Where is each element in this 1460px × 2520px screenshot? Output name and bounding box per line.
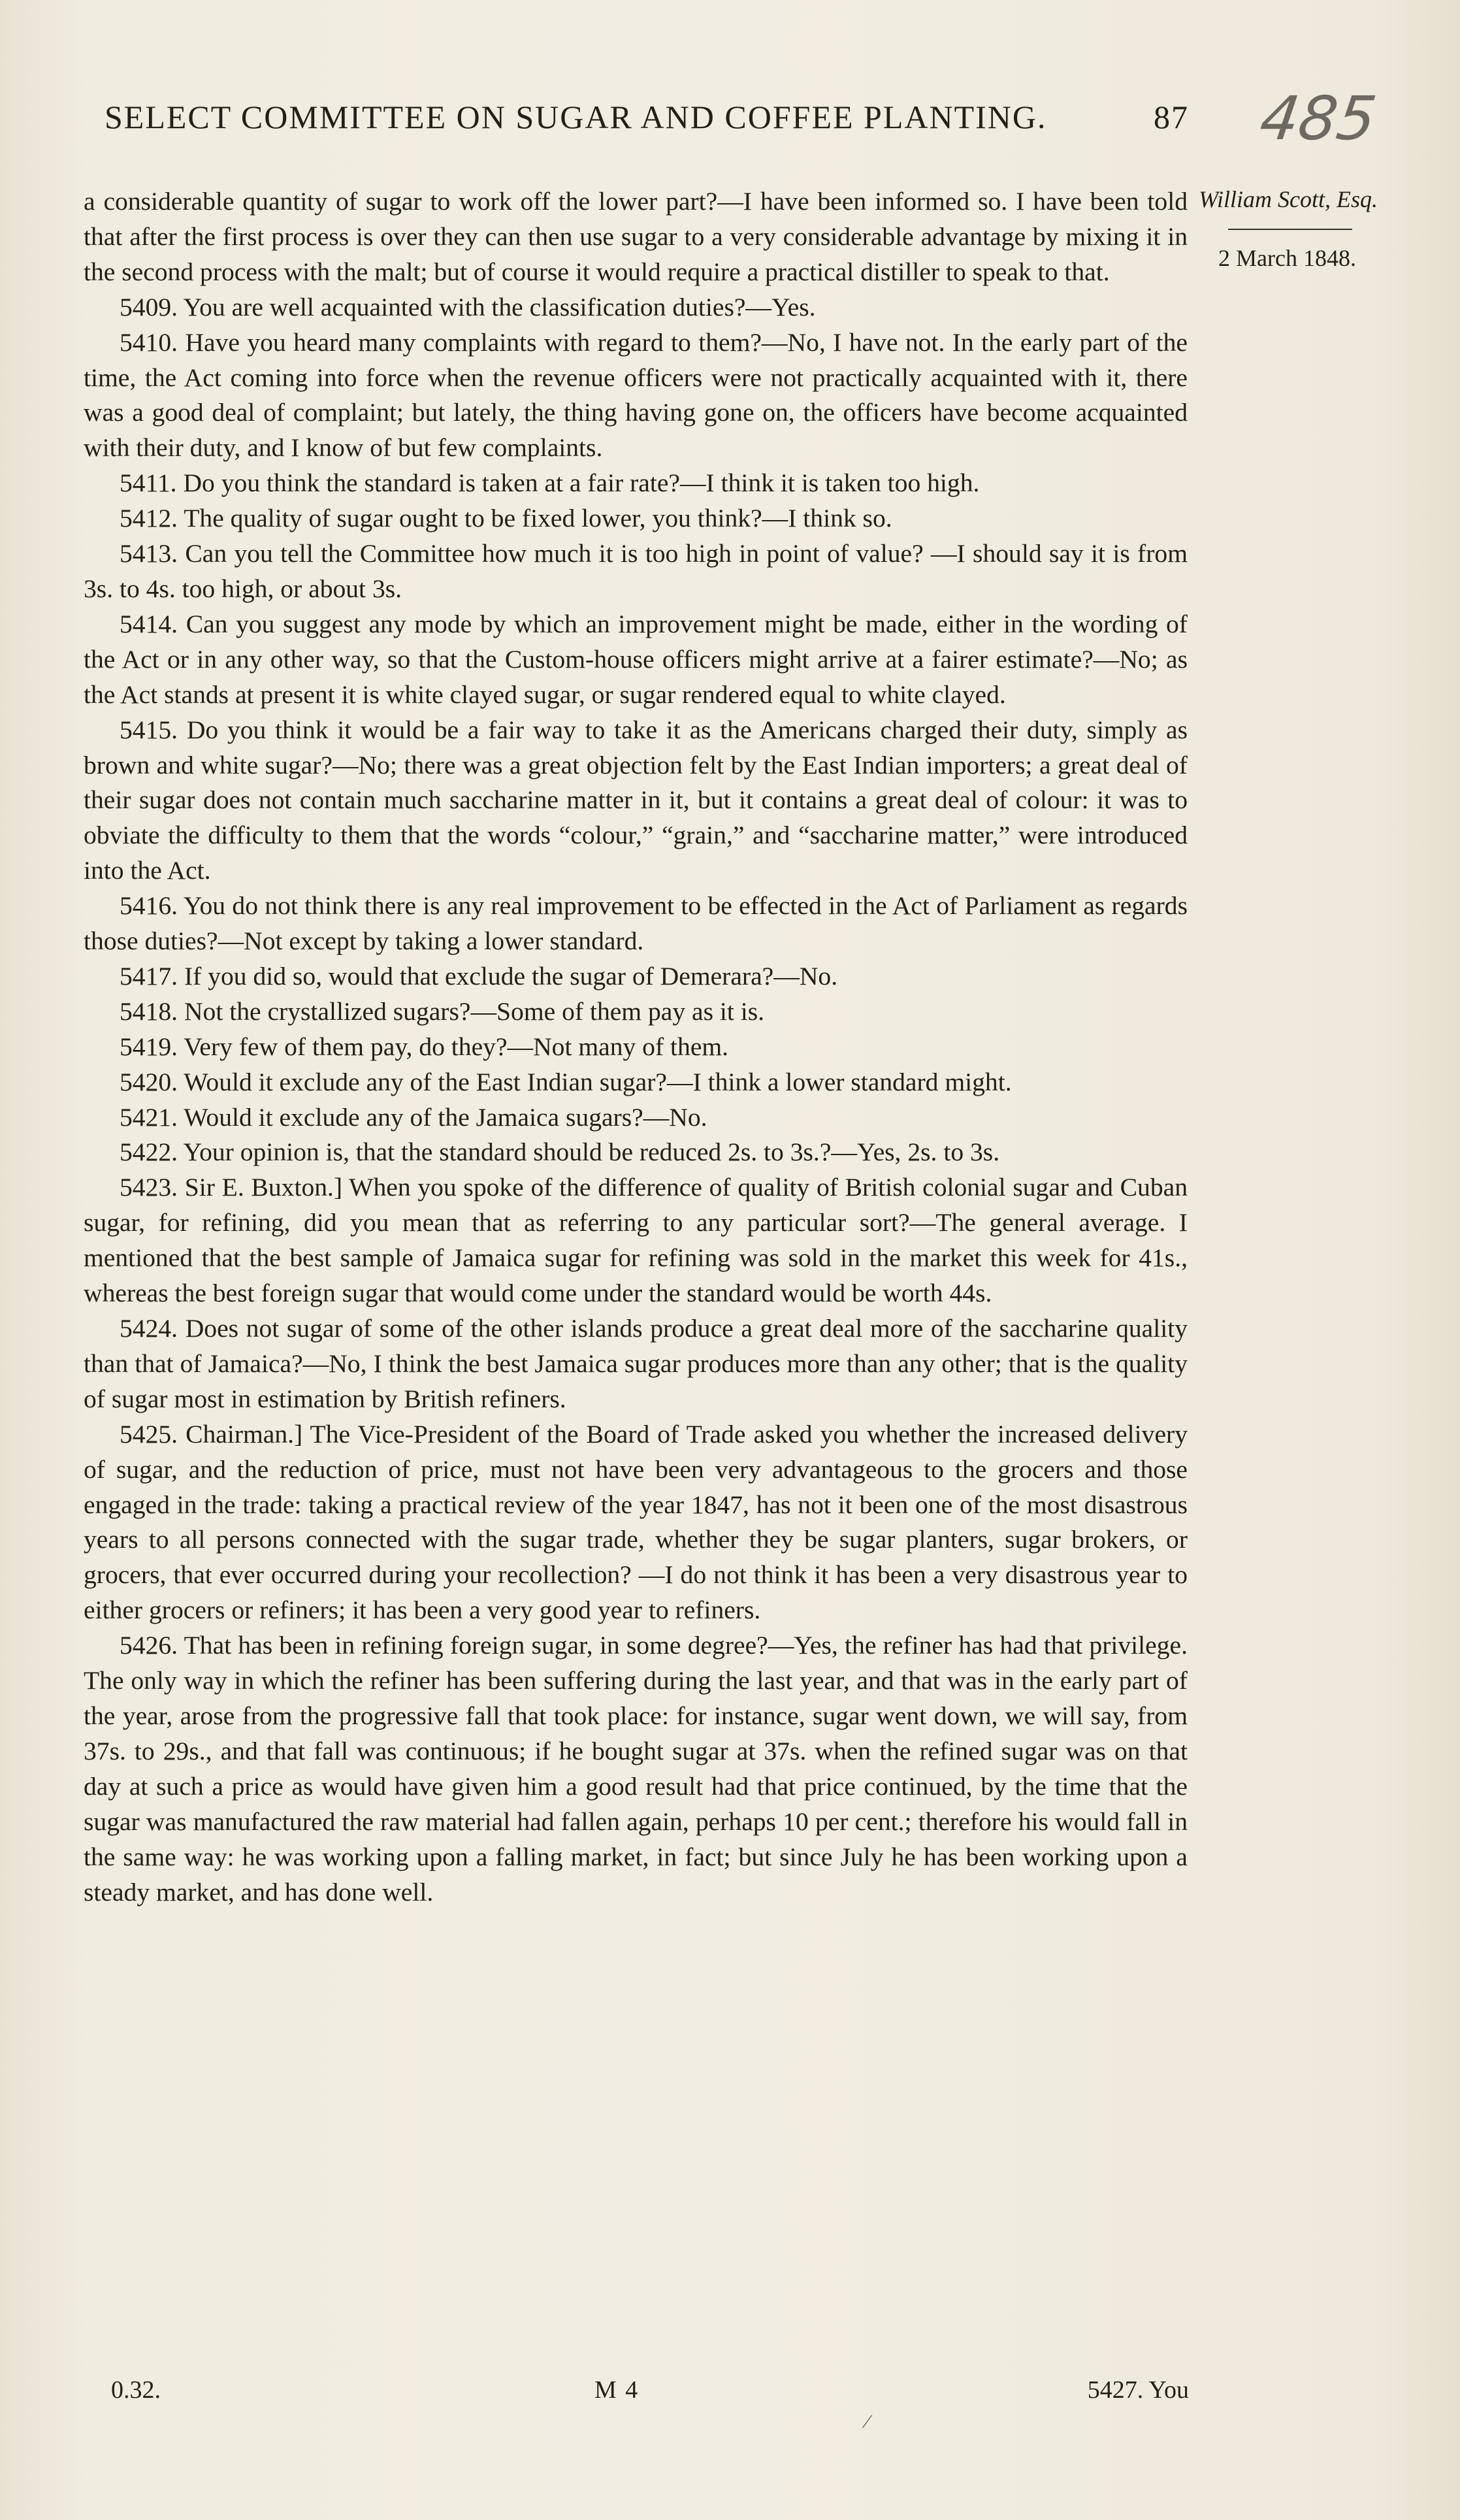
paragraph-5424: 5424. Does not sugar of some of the other islands produce a great deal more of the saccharine quality than that of Jamaica?—No, I think the best Jamaica sugar produces more than any other; that is the quality of sugar most in estimation by British refiners. (84, 1314, 1188, 1413)
stray-pen-mark: ⁄ (866, 2411, 869, 2432)
paragraph-5413: 5413. Can you tell the Committee how much it is too high in point of value? —I should say it is from 3s. to 4s. too high, or about 3s. (84, 539, 1188, 603)
margin-rule (1228, 229, 1352, 230)
testimony-body (84, 184, 1188, 1910)
paragraph-5416: 5416. You do not think there is any real improvement to be effected in the Act of Parliament as regards those duties?—Not except by taking a lower standard. (84, 891, 1188, 956)
paragraph-5422: 5422. Your opinion is, that the standard should be reduced 2s. to 3s.?—Yes, 2s. to 3s. (120, 1137, 1000, 1167)
page-title: SELECT COMMITTEE ON SUGAR AND COFFEE PLANTING. (105, 99, 1047, 135)
paragraph-5415: 5415. Do you think it would be a fair way to take it as the Americans charged their duty, simply as brown and white sugar?—No; there was a great objection felt by the East Indian importers; a great deal of their sugar does not contain much saccharine matter in it, but it contains a great deal of colour: it was to obviate the difficulty to them that the words “colour,” “grain,” and “saccharine matter,” were introduced into the Act. (84, 715, 1188, 885)
paragraph-5420: 5420. Would it exclude any of the East Indian sugar?—I think a lower standard might. (120, 1067, 1012, 1096)
page-number: 87 (1154, 99, 1189, 135)
paragraph-5410: 5410. Have you heard many complaints with regard to them?—No, I have not. In the early part of the time, the Act coming into force when the revenue officers were not practically acquainted with it, there was a good deal of complaint; but lately, the thing having gone on, the officers have become acquainted with their duty, and I know of but few complaints. (84, 327, 1188, 463)
paragraph-5417: 5417. If you did so, would that exclude the sugar of Demerara?—No. (120, 961, 838, 990)
paragraph-5414: 5414. Can you suggest any mode by which an improvement might be made, either in the wording of the Act or in any other way, so that the Custom-house officers might arrive at a fairer estimate?—No; as the Act stands at present it is white clayed sugar, or sugar rendered equal to white clayed. (84, 609, 1188, 709)
paragraph-5419: 5419. Very few of them pay, do they?—Not many of them. (120, 1032, 729, 1061)
paragraph-continued: a considerable quantity of sugar to work off the lower part?—I have been informed so. I have been told that after the first process is over they can then use sugar to a very considerable advantage by mixing it in the second process with the malt; but of course it would require a practical distiller to speak to that. (84, 187, 1188, 286)
paragraph-5421: 5421. Would it exclude any of the Jamaica sugars?—No. (120, 1102, 707, 1132)
catchword: 5427. You (1087, 2376, 1189, 2404)
margin-note (1199, 184, 1414, 273)
paragraph-5418: 5418. Not the crystallized sugars?—Some of them pay as it is. (120, 996, 765, 1026)
paragraph-5411: 5411. Do you think the standard is taken at a fair rate?—I think it is taken too high. (120, 468, 980, 498)
witness-name: William Scott, Esq. (1199, 186, 1378, 212)
running-header (105, 98, 1189, 136)
paragraph-5423: 5423. Sir E. Buxton.] When you spoke of the difference of quality of British colonial sugar and Cuban sugar, for refining, did you mean that as referring to any particular sort?—The general average. I mentioned that the best sample of Jamaica sugar for refining was sold in the market this week for 41s., whereas the best foreign sugar that would come under the standard would be worth 44s. (84, 1173, 1188, 1308)
testimony-date: 2 March 1848. (1218, 245, 1356, 271)
handwritten-folio-number: 485 (1256, 84, 1381, 154)
paragraph-5425: 5425. Chairman.] The Vice-President of the Board of Trade asked you whether the increased delivery of sugar, and the reduction of price, must not have been very advantageous to the grocers and those engaged in the trade: taking a practical review of the year 1847, has not it been one of the most disastrous years to all persons connected with the sugar trade, whether they be sugar planters, sugar brokers, or grocers, that ever occurred during your recollection? —I do not think it has been a very disastrous year to either grocers or refiners; it has been a very good year to refiners. (84, 1419, 1188, 1625)
document-reference: 0.32. (111, 2376, 161, 2404)
paragraph-5409: 5409. You are well acquainted with the classification duties?—Yes. (120, 292, 816, 321)
paragraph-5412: 5412. The quality of sugar ought to be fixed lower, you think?—I think so. (120, 504, 892, 533)
signature-mark: M 4 (594, 2376, 640, 2404)
paragraph-5426: 5426. That has been in refining foreign sugar, in some degree?—Yes, the refiner has had that privilege. The only way in which the refiner has been suffering during the last year, and that was in the early part of the year, arose from the progressive fall that took place: for instance, sugar went down, we will say, from 37s. to 29s., and that fall was continuous; if he bought sugar at 37s. when the refined sugar was on that day at such a price as would have given him a good result had that price continued, by the time that the sugar was manufactured the raw material had fallen again, perhaps 10 per cent.; therefore his would fall in the same way: he was working upon a falling market, in fact; but since July he has been working upon a steady market, and has done well. (84, 1631, 1188, 1906)
